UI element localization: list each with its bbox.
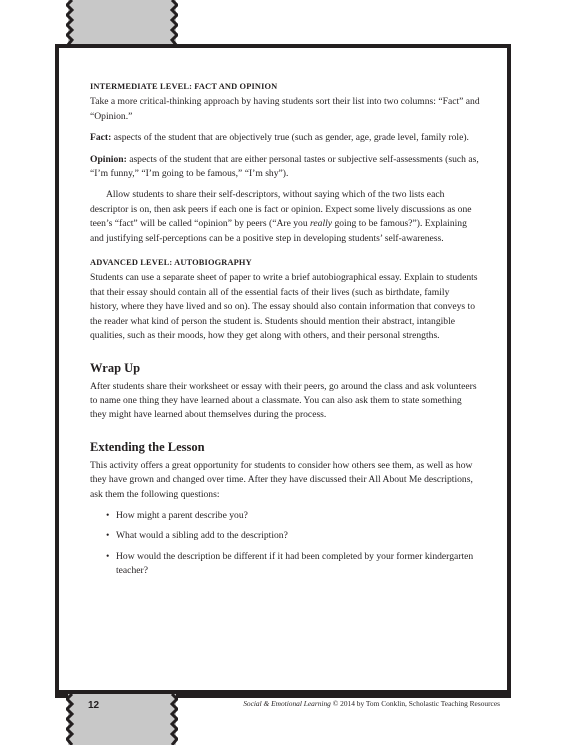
discussion-text-b: going to be famous?”). Explaining and justifying self-perceptions can be a positive step in developing students’ self-awareness.	[90, 218, 467, 244]
discussion-italic: really	[310, 218, 333, 230]
zigzag-edge-right	[169, 694, 178, 745]
credit-text: © 2014 by Tom Conklin, Scholastic Teaching Resources	[330, 699, 500, 708]
bullet-icon: •	[106, 550, 110, 562]
zigzag-edge-left	[66, 0, 75, 46]
fact-text: aspects of the student that are objectively true (such as gender, age, grade level, family role).	[111, 132, 469, 144]
advanced-text: Students can use a separate sheet of paper to write a brief autobiographical essay. Explain to students that their essay should contain all of the essential facts of their lives (such as birthdate, family history, where they have lived and so on). The essay should also contain information that conveys to the reader what kind of person the student is. Students should mention their abstract, intangible qualities, such as their moods, how they get along with others, and their personal strengths.	[90, 272, 478, 342]
question-item	[90, 509, 480, 523]
bullet-icon: •	[106, 530, 110, 542]
question-item	[90, 550, 480, 579]
question-text: How might a parent describe you?	[116, 509, 248, 521]
opinion-text: aspects of the student that are either personal tastes or subjective self-assessments (such as, “I’m funny,” “I’m going to be famous,” “I’m shy”).	[90, 153, 479, 180]
question-item	[90, 529, 480, 543]
page-frame	[55, 44, 511, 698]
book-title: Social & Emotional Learning	[243, 699, 331, 708]
extending-heading: Extending the Lesson	[90, 439, 205, 454]
extending-text: This activity offers a great opportunity for students to consider how others see them, as well as how they have grown and changed over time. After they have discussed their All About Me descriptions, ask them the following questions:	[90, 459, 473, 500]
intermediate-heading: INTERMEDIATE LEVEL: FACT AND OPINION	[90, 82, 278, 91]
page-content	[90, 80, 480, 585]
zigzag-edge-right	[169, 0, 178, 46]
advanced-heading: ADVANCED LEVEL: AUTOBIOGRAPHY	[90, 258, 252, 268]
zigzag-edge-left	[66, 694, 75, 745]
fact-definition	[90, 131, 480, 145]
discussion-text-a: Allow students to share their self-descriptors, without saying which of the two lists each descriptor is on, then ask peers if each one is fact or opinion. Expect some lively discussions as one teen’s “fact” will be called “opinion” by peers (“Are you	[90, 189, 472, 230]
opinion-label: Opinion:	[90, 153, 127, 165]
opinion-definition	[90, 153, 480, 182]
page-number: 12	[88, 700, 100, 711]
question-list	[90, 509, 480, 579]
wrap-up-text: After students share their worksheet or essay with their peers, go around the class and ask volunteers to name one thing they have learned about a classmate. You can also ask them to state something they might have learned about themselves during the process.	[90, 380, 477, 421]
question-text: How would the description be different if it had been completed by your former kindergarten teacher?	[116, 550, 474, 577]
intermediate-intro: Take a more critical-thinking approach by having students sort their list into two columns: “Fact” and “Opinion.”	[90, 96, 480, 122]
page-number-tab	[68, 694, 176, 745]
fact-label: Fact:	[90, 132, 112, 144]
question-text: What would a sibling add to the description?	[116, 530, 288, 542]
bullet-icon: •	[106, 509, 110, 521]
top-decorative-tab	[68, 0, 176, 46]
wrap-up-heading: Wrap Up	[90, 360, 141, 375]
copyright-credit	[243, 699, 500, 708]
intermediate-discussion	[90, 188, 480, 246]
